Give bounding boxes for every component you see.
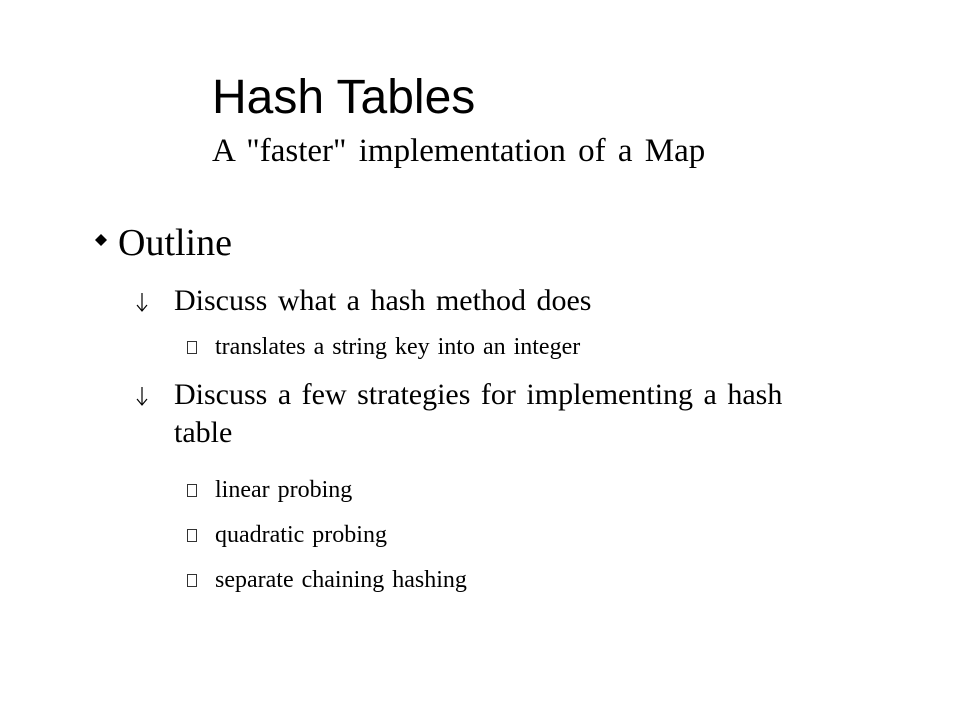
outline-item-text: Discuss a few strategies for implementing a hash table — [174, 378, 783, 449]
down-arrow-icon — [134, 386, 150, 406]
slide-subtitle: A "faster" implementation of a Map — [212, 133, 706, 169]
outline-item-text: Discuss what a hash method does — [174, 284, 592, 317]
square-bullet-icon — [187, 341, 197, 354]
outline-subitem-text: translates a string key into an integer — [215, 334, 581, 360]
diamond-icon — [95, 234, 107, 246]
outline-subitem-text: separate chaining hashing — [215, 567, 467, 593]
square-bullet-icon — [187, 574, 197, 587]
square-bullet-icon — [187, 529, 197, 542]
slide-title: Hash Tables — [212, 71, 476, 124]
outline-subitem-text: linear probing — [215, 477, 353, 503]
outline-label: Outline — [118, 222, 232, 264]
square-bullet-icon — [187, 484, 197, 497]
down-arrow-icon — [134, 292, 150, 312]
outline-subitem-text: quadratic probing — [215, 522, 387, 548]
